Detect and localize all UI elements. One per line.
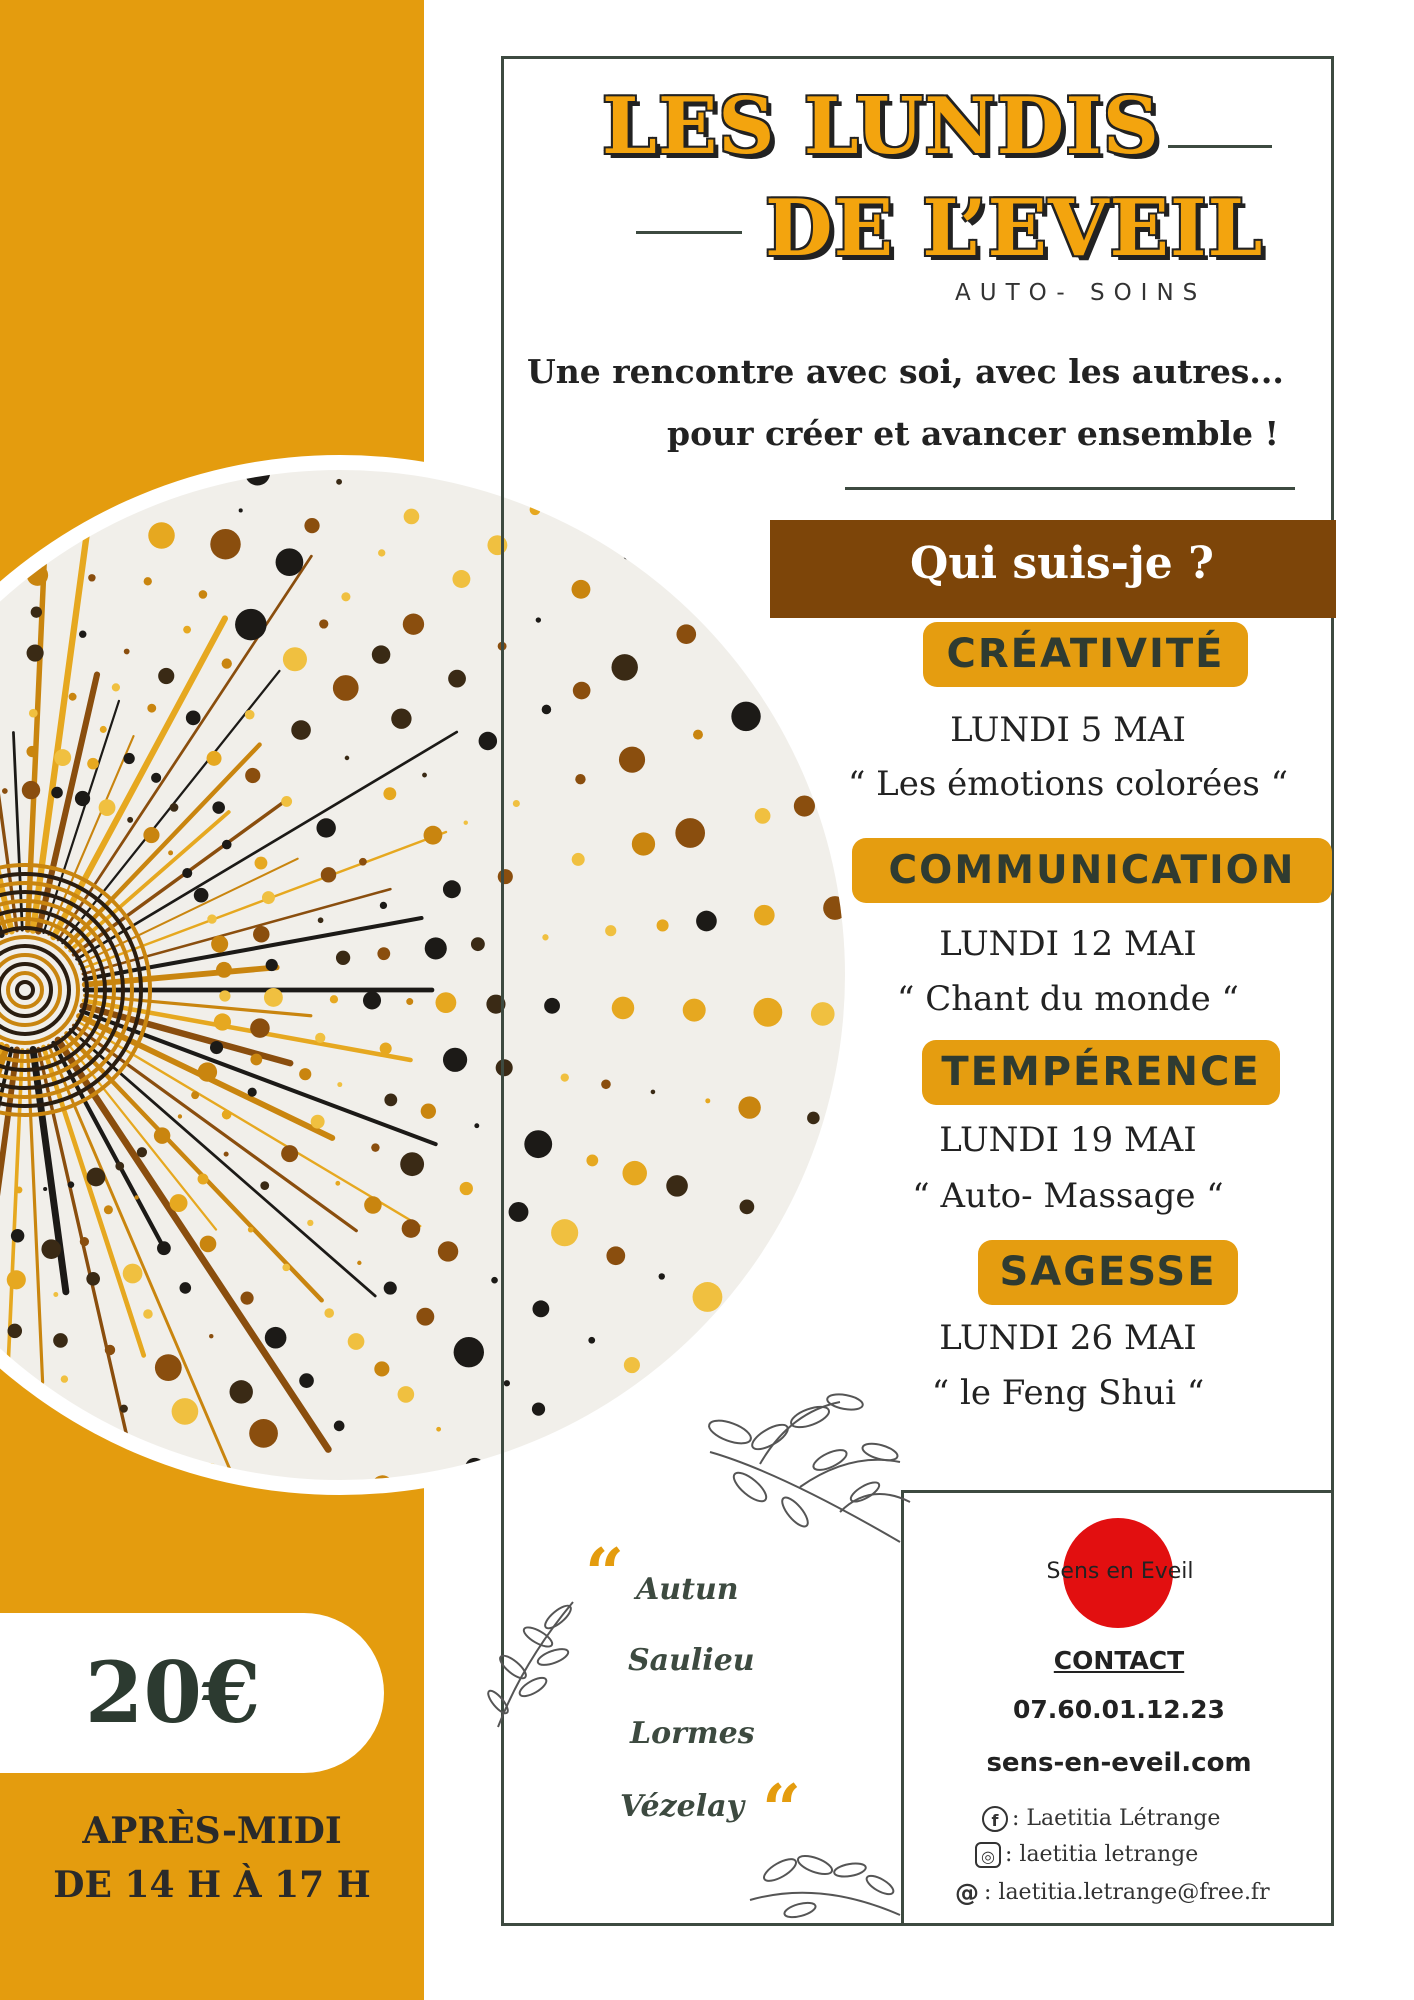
sunburst-dot	[248, 1088, 257, 1097]
sunburst-dot	[348, 1333, 365, 1350]
tagline-line-2: pour créer et avancer ensemble !	[667, 414, 1279, 453]
sunburst-dot	[240, 1292, 253, 1305]
sunburst-dot	[374, 1361, 389, 1376]
sunburst-dot	[99, 799, 116, 816]
sunburst-dot	[123, 753, 134, 764]
sunburst-dot	[250, 1054, 262, 1066]
sunburst-dot	[319, 619, 328, 628]
at-sign-icon: @	[955, 1879, 979, 1907]
sunburst-dot	[144, 577, 152, 585]
sunburst-dot	[7, 1270, 26, 1289]
sunburst-dot	[372, 645, 391, 664]
sunburst-dot	[235, 609, 267, 641]
logo-text: Sens en Eveil	[1046, 1559, 1194, 1584]
sunburst-dot	[425, 937, 447, 959]
event-date-2: LUNDI 12 MAI	[939, 924, 1197, 964]
sunburst-dot	[53, 1333, 68, 1348]
sunburst-dot	[86, 1272, 100, 1286]
sunburst-dot	[80, 1237, 89, 1246]
event-date-3: LUNDI 19 MAI	[939, 1120, 1197, 1160]
instagram-icon: ◎	[975, 1842, 1001, 1868]
contact-box-divider-horizontal	[901, 1490, 1334, 1493]
sunburst-ray	[58, 556, 311, 940]
tagline-line-1: Une rencontre avec soi, avec les autres...	[527, 352, 1284, 391]
sunburst-dot	[123, 1264, 143, 1284]
sunburst-dot	[216, 962, 232, 978]
sunburst-dot	[75, 791, 90, 806]
sunburst-dot	[143, 827, 159, 843]
sunburst-dot	[345, 756, 350, 761]
hours-line-2: DE 14 H À 17 H	[53, 1864, 371, 1906]
sunburst-dot	[53, 1292, 58, 1297]
sunburst-dot	[224, 1152, 229, 1157]
sunburst-dot	[403, 614, 424, 635]
theme-badge-communication: COMMUNICATION	[852, 838, 1332, 903]
sunburst-dot	[230, 1380, 253, 1403]
sunburst-dot	[299, 1373, 314, 1388]
sunburst-dot	[255, 857, 268, 870]
sunburst-dot	[406, 998, 413, 1005]
sunburst-dot	[68, 1181, 75, 1188]
sunburst-dot	[316, 818, 335, 837]
sunburst-dot	[26, 746, 37, 757]
sunburst-dot	[186, 711, 201, 726]
leaf-branch-icon	[478, 1592, 588, 1732]
sunburst-dot	[262, 891, 275, 904]
sunburst-dot	[27, 644, 44, 661]
sunburst-dot	[212, 801, 225, 814]
sunburst-dot	[88, 574, 95, 581]
section-title: Qui suis-je ?	[910, 538, 1214, 589]
sunburst-dot	[250, 1018, 270, 1038]
sunburst-dot	[378, 549, 385, 556]
sunburst-dot	[151, 773, 161, 783]
sunburst-dot	[143, 1309, 153, 1319]
sunburst-dot	[324, 1308, 334, 1318]
sunburst-dot	[191, 1091, 199, 1099]
sunburst-dot	[291, 720, 311, 740]
sunburst-dot	[105, 1345, 115, 1355]
sunburst-dot	[421, 1103, 436, 1118]
sunburst-dot	[54, 749, 71, 766]
sunburst-dot	[51, 787, 63, 799]
sunburst-dot	[336, 479, 342, 485]
contact-website[interactable]: sens-en-eveil.com	[986, 1748, 1252, 1778]
sunburst-dot	[245, 710, 255, 720]
sunburst-dot	[364, 1196, 382, 1214]
hours-line-1: APRÈS-MIDI	[82, 1810, 342, 1852]
sunburst-dot	[137, 1147, 147, 1157]
sunburst-dot	[11, 1229, 24, 1242]
location-lormes: Lormes	[630, 1716, 755, 1751]
leaf-branch-icon	[740, 1840, 905, 1925]
sunburst-dot	[422, 773, 427, 778]
sunburst-dot	[61, 1375, 68, 1382]
sunburst-dot	[214, 1013, 231, 1030]
sunburst-dot	[357, 1261, 361, 1265]
leaf-branch-icon	[700, 1392, 920, 1562]
sunburst-dot	[334, 1421, 345, 1432]
sunburst-dot	[198, 1062, 217, 1081]
sunburst-dot	[245, 768, 260, 783]
sunburst-dot	[336, 951, 350, 965]
sunburst-dot	[124, 649, 130, 655]
theme-badge-creativite: CRÉATIVITÉ	[923, 622, 1248, 687]
sunburst-dot	[380, 1043, 392, 1055]
sunburst-dot	[210, 529, 240, 559]
sunburst-dot	[87, 758, 99, 770]
quote-open-icon: “	[585, 1534, 625, 1614]
sunburst-dot	[170, 803, 179, 812]
sunburst-dot	[460, 1182, 473, 1195]
sunburst-dot	[209, 1334, 213, 1338]
sunburst-dot	[8, 1324, 23, 1339]
sunburst-dot	[41, 1239, 61, 1259]
sunburst-dot	[29, 709, 38, 718]
sunburst-dot	[134, 1195, 138, 1199]
sunburst-dot	[282, 1264, 290, 1272]
contact-phone[interactable]: 07.60.01.12.23	[1013, 1695, 1225, 1724]
sunburst-dot	[435, 992, 456, 1013]
sunburst-dot	[127, 817, 133, 823]
event-date-4: LUNDI 26 MAI	[939, 1318, 1197, 1358]
sunburst-dot	[363, 991, 381, 1009]
sunburst-dot	[448, 670, 466, 688]
price-value: 20€	[85, 1643, 261, 1742]
sunburst-dot	[311, 1115, 325, 1129]
sunburst-dot	[43, 1187, 47, 1191]
sunburst-dot	[194, 888, 209, 903]
sunburst-dot	[115, 1162, 124, 1171]
sunburst-dot	[147, 704, 156, 713]
sunburst-dot	[207, 751, 222, 766]
sunburst-dot	[304, 518, 319, 533]
sunburst-dot	[384, 1282, 397, 1295]
sunburst-dot	[16, 1186, 23, 1193]
sunburst-dot	[464, 821, 468, 825]
sunburst-dot	[260, 1181, 269, 1190]
sunburst-dot	[198, 1174, 209, 1185]
sunburst-dot	[170, 1194, 188, 1212]
sunburst-ring	[8, 973, 42, 1007]
sunburst-dot	[443, 1048, 467, 1072]
sunburst-dot	[100, 726, 107, 733]
sunburst-ring	[0, 937, 78, 1043]
sunburst-dot	[178, 1114, 182, 1118]
sunburst-dot	[283, 647, 307, 671]
sunburst-dot	[359, 858, 367, 866]
sunburst-dot	[436, 1427, 441, 1432]
sunburst-dot	[438, 1241, 458, 1261]
sunburst-dot	[210, 1041, 223, 1054]
sunburst-dot	[307, 1220, 313, 1226]
sunburst-dot	[79, 631, 86, 638]
sunburst-dot	[299, 1068, 311, 1080]
sunburst-dot	[398, 1386, 415, 1403]
sunburst-dot	[2, 788, 8, 794]
facebook-icon: f	[982, 1806, 1008, 1832]
sunburst-dot	[219, 990, 230, 1001]
event-title-2: “ Chant du monde “	[897, 979, 1239, 1019]
sunburst-dot	[383, 787, 396, 800]
sunburst-dot	[266, 959, 278, 971]
title-line-2: DE L’EVEIL	[765, 183, 1264, 274]
sunburst-dot	[239, 508, 243, 512]
sunburst-dot	[158, 668, 174, 684]
sunburst-dot	[443, 880, 461, 898]
sunburst-dot	[172, 1398, 199, 1425]
sunburst-dot	[87, 1168, 106, 1187]
sunburst-dot	[384, 1093, 397, 1106]
sunburst-dot	[402, 1219, 421, 1238]
sunburst-dot	[249, 1419, 278, 1448]
sunburst-dot	[265, 1327, 287, 1349]
event-date-1: LUNDI 5 MAI	[950, 710, 1186, 750]
title-line-1: LES LUNDIS	[602, 81, 1161, 172]
sunburst-dot	[222, 840, 232, 850]
location-autun: Autun	[636, 1572, 739, 1607]
event-title-1: “ Les émotions colorées “	[847, 764, 1289, 804]
event-title-4: “ le Feng Shui “	[931, 1373, 1205, 1413]
sunburst-dot	[452, 570, 470, 588]
sunburst-dot	[318, 917, 324, 923]
instagram-row[interactable]	[975, 1842, 1198, 1868]
sunburst-dot	[222, 1110, 232, 1120]
title-rule-right	[1168, 145, 1272, 148]
subtitle: AUTO- SOINS	[955, 280, 1207, 306]
sunburst-dot	[335, 1181, 340, 1186]
theme-badge-sagesse: SAGESSE	[978, 1240, 1238, 1305]
sunburst-dot	[222, 658, 232, 668]
sunburst-dot	[207, 914, 216, 923]
sunburst-dot	[380, 902, 387, 909]
sunburst-dot	[333, 675, 359, 701]
sunburst-dot	[391, 709, 411, 729]
location-vezelay: Vézelay	[620, 1789, 744, 1824]
sunburst-dot	[281, 1145, 298, 1162]
sunburst-dot	[200, 1236, 217, 1253]
sunburst-dot	[454, 1337, 484, 1367]
sunburst-dot	[182, 868, 192, 878]
sunburst-dot	[157, 1241, 171, 1255]
instagram-handle: : laetitia letrange	[1005, 1842, 1199, 1867]
sunburst-dot	[424, 826, 443, 845]
quote-close-icon: “	[762, 1770, 802, 1850]
sunburst-dot	[248, 1227, 254, 1233]
sunburst-dot	[341, 592, 350, 601]
sunburst-dot	[183, 626, 191, 634]
section-banner	[770, 520, 1336, 618]
sunburst-dot	[168, 850, 173, 855]
sunburst-dot	[276, 548, 304, 576]
sunburst-ring	[17, 982, 33, 998]
contact-heading: CONTACT	[1053, 1646, 1185, 1675]
sunburst-dot	[148, 522, 175, 549]
sunburst-dot	[253, 926, 270, 943]
sunburst-dot	[281, 796, 292, 807]
sunburst-dot	[321, 867, 336, 882]
tagline-rule	[845, 487, 1295, 490]
sunburst-dot	[337, 1082, 342, 1087]
sunburst-dot	[315, 1033, 325, 1043]
sunburst-dot	[211, 936, 228, 953]
location-saulieu: Saulieu	[628, 1643, 755, 1678]
sunburst-dot	[120, 1405, 128, 1413]
sunburst-dot	[199, 590, 208, 599]
sunburst-dot	[471, 937, 485, 951]
sunburst-dot	[112, 683, 120, 691]
sunburst-dot	[264, 988, 283, 1007]
theme-badge-temperence: TEMPÉRENCE	[922, 1040, 1280, 1105]
sunburst-dot	[330, 995, 338, 1003]
email-address: : laetitia.letrange@free.fr	[984, 1880, 1270, 1905]
sunburst-ray	[58, 1040, 328, 1449]
sunburst-dot	[180, 1282, 192, 1294]
sunburst-dot	[104, 1205, 113, 1214]
facebook-handle: : Laetitia Létrange	[1012, 1806, 1221, 1831]
sunburst-dot	[479, 732, 498, 751]
sunburst-dot	[400, 1152, 424, 1176]
sunburst-dot	[404, 509, 420, 525]
sunburst-dot	[491, 1277, 498, 1284]
sunburst-dot	[371, 1143, 379, 1151]
sunburst-dot	[154, 1127, 171, 1144]
sunburst-dot	[377, 947, 390, 960]
sunburst-dot	[474, 1123, 479, 1128]
sunburst-dot	[416, 1308, 434, 1326]
sunburst-dot	[69, 693, 77, 701]
sunburst-dot	[31, 607, 42, 618]
sunburst-dot	[22, 781, 40, 799]
sunburst-dot	[155, 1354, 182, 1381]
price-badge	[0, 1613, 384, 1773]
email-row[interactable]	[954, 1880, 1270, 1906]
facebook-row[interactable]	[982, 1806, 1220, 1832]
title-rule-left	[636, 231, 742, 234]
event-title-3: “ Auto- Massage “	[912, 1176, 1224, 1216]
